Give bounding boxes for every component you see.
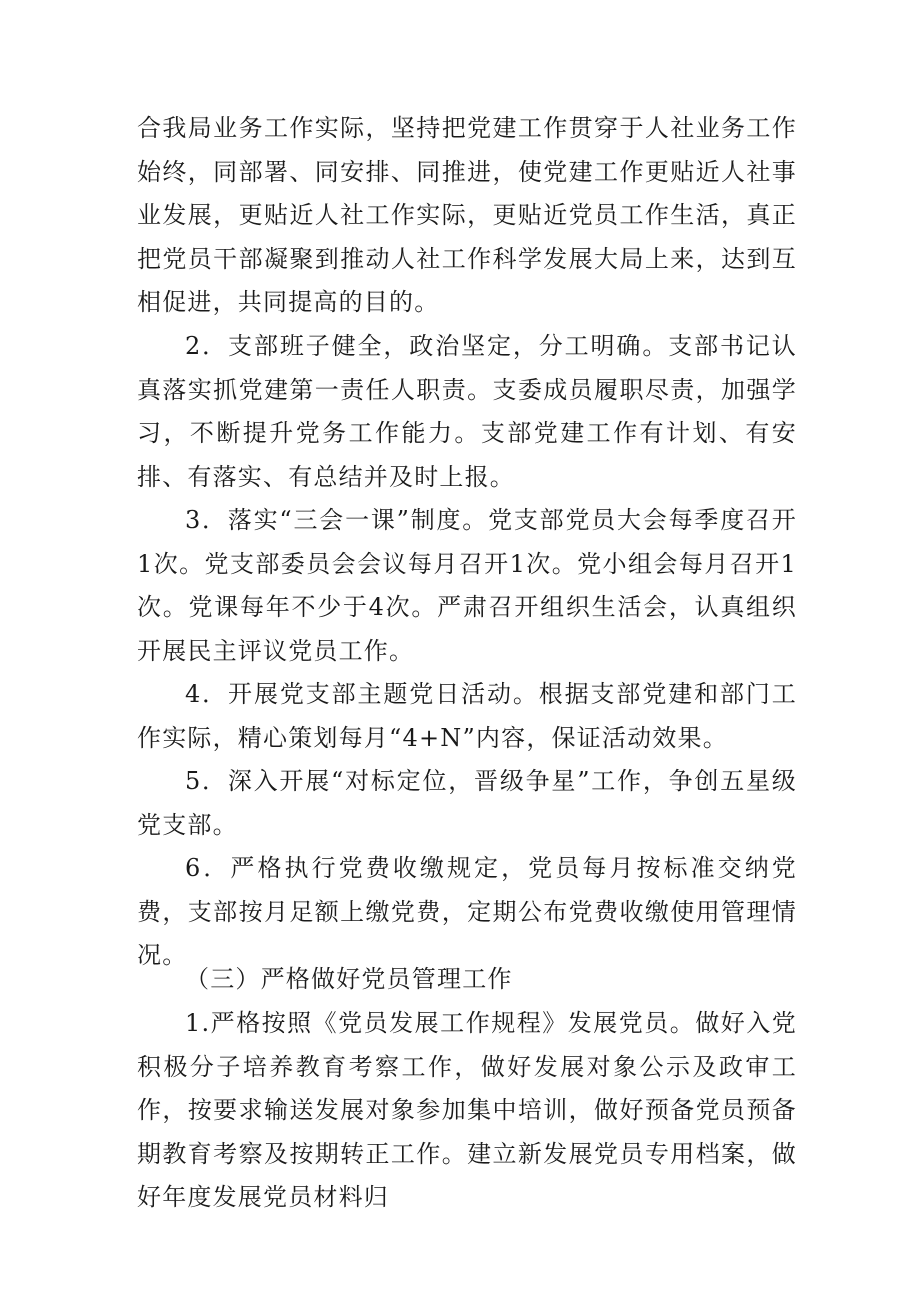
paragraph-item-5: 5．深入开展“对标定位，晋级争星”工作，争创五星级党支部。 [137,767,797,839]
paragraph-item-4: 4．开展党支部主题党日活动。根据支部党建和部门工作实际，精心策划每月“4+N”内容，保证活动效果。 [137,680,797,752]
paragraph-item-6: 6．严格执行党费收缴规定，党员每月按标准交纳党费，支部按月足额上缴党费，定期公布党费收缴使用管理情况。 [137,854,797,969]
paragraph-item-2: 2．支部班子健全，政治坚定，分工明确。支部书记认真落实抓党建第一责任人职责。支委成员履职尽责，加强学习，不断提升党务工作能力。支部党建工作有计划、有安排、有落实、有总结并及时上报。 [137,332,797,491]
section-heading: （三）严格做好党员管理工作 [185,965,513,993]
paragraph-continuation: 合我局业务工作实际，坚持把党建工作贯穿于人社业务工作始终，同部署、同安排、同推进，使党建工作更贴近人社事业发展，更贴近人社工作实际，更贴近党员工作生活，真正把党员干部凝聚到推动人社工作科学发展大局上来，达到互相促进，共同提高的目的。 [137,114,797,316]
section-paragraph-1: 1.严格按照《党员发展工作规程》发展党员。做好入党积极分子培养教育考察工作，做好发展对象公示及政审工作，按要求输送发展对象参加集中培训，做好预备党员预备期教育考察及按期转正工作。建立新发展党员专用档案，做好年度发展党员材料归 [137,1009,797,1211]
paragraph-item-3: 3．落实“三会一课”制度。党支部党员大会每季度召开1次。党支部委员会会议每月召开1次。党小组会每月召开1次。党课每年不少于4次。严肃召开组织生活会，认真组织开展民主评议党员工作。 [137,506,797,665]
